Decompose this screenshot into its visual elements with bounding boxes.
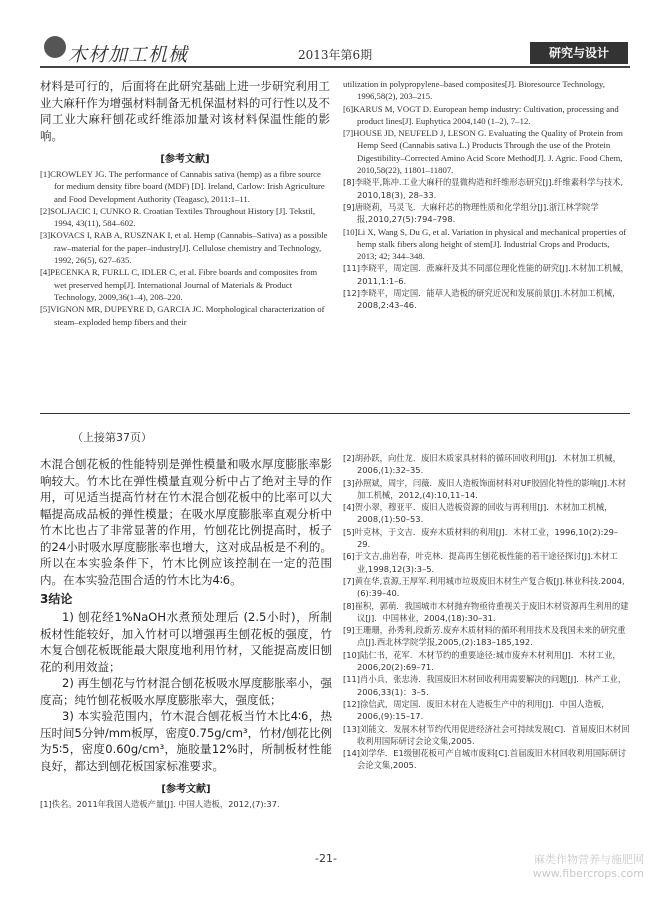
article-divider	[40, 413, 630, 414]
conclusion-item: 3) 本实验范围内，竹木混合刨花板当竹木比4∶6，热压时间5分钟/mm板厚，密度0.75g/cm³，竹材/刨花比例为5∶5，密度0.60g/cm³，施胶量12%时，所制板材性能良好，都达到刨花板国家标准要求。	[40, 709, 332, 773]
journal-logo-icon	[44, 36, 66, 58]
reference-item: [11]李晓平，周定国．蔗麻秆及其不同部位理化性能的研究[J].木材加工机械，2011,1:1–6.	[343, 263, 629, 286]
reference-item: [12]徐信武，周定国．废旧木材在人造板生产中的利用[J]．中国人造板，2006,(9):15–17.	[343, 698, 610, 722]
reference-item: [4]PECENKA R, FURLL C, IDLER C, et al. Fibre boards and composites from wet preserved hemp[J]. International Journal of Materials & Product Technology, 2009,36(1–4), 208–220.	[40, 267, 318, 302]
section-badge: 研究与设计	[530, 42, 628, 64]
reference-item: [2]SOLJACIC I, CUNKO R. Croatian Textiles Throughout History [J]. Tekstil, 1994, 43(11), 584–602.	[40, 205, 316, 229]
section-heading: 3结论	[40, 592, 73, 606]
reference-item: [11]肖小兵，张忠涛．我国废旧木材回收利用需要解决的问题[J]．林产工业，2006,33(1)：3–5.	[343, 674, 627, 697]
page-number: -21-	[315, 852, 337, 865]
bottom-left-column	[40, 456, 332, 810]
body-paragraph: 材料是可行的，后面将在此研究基础上进一步研究利用工业大麻秆作为增强材料制备无机保温材料的可行性以及不同工业大麻秆刨花或纤维添加量对该材料保温性能的影响。	[40, 79, 330, 143]
conclusion-item: 2) 再生刨花与竹材混合刨花板吸水厚度膨胀率小，强度高；纯竹刨花板吸水厚度膨胀率大，强度低；	[40, 676, 332, 707]
reference-item: [4]贺小翠，穆亚平．废旧人造板资源的回收与再利用[J]．木材加工机械，2008,(1):50–53.	[343, 502, 613, 525]
reference-item: [5]VIGNON MR, DUPEYRE D, GARCIA JC. Morphological characterization of steam–exploded hemp fibers and their	[40, 304, 325, 327]
watermark-line: 麻类作物营养与施肥网	[534, 853, 644, 866]
body-paragraph: 木混合刨花板的性能特别是弹性模量和吸水厚度膨胀率影响较大。竹木比在弹性模量直观分析中占了绝对主导的作用，可见适当提高竹材在竹木混合刨花板中的比率可以大幅提高成品板的弹性模量；在吸水厚度膨胀率直观分析中竹木比也占了非常显著的作用，竹刨花比例提高时，板子的24小时吸水厚度膨胀率也增大，这对成品板是不利的。所以在本实验条件下，竹木比例应该控制在一定的范围内。在本实验范围合适的竹木比为4∶6。	[40, 457, 332, 587]
watermark	[533, 853, 644, 881]
reference-item: [3]孙照斌，周宇，闫薇．废旧人造板饰面材料对UF胶固化特性的影响[J].木材加工机械，2012,(4):10,11–14.	[343, 477, 627, 500]
reference-item: [6]于文吉,曲岩春，叶克林．提高再生刨花板性能的若干途径探讨[J].木材工业,1998,12(3):3–5.	[343, 551, 618, 574]
reference-item: [12]李晓平，周定国．能草人造板的研究近况和发展前景[J].木材加工机械，2008,2:43–46.	[343, 288, 621, 311]
reference-item: [14]刘学华．E1级刨花板可产自城市废料[C].首届废旧木材回收利用国际研讨会论文集,2005.	[343, 748, 627, 771]
reference-item: [2]胡孙跃，向仕龙．废旧木质家具材料的循环回收利用[J]．木材加工机械，2006,(1):32–35.	[343, 453, 621, 476]
bottom-right-column	[343, 452, 630, 772]
reference-item: utilization in polypropylene–based composites[J]. Bioresource Technology, 1996,58(2), 203–215.	[343, 79, 605, 102]
references-heading: [参考文献]	[161, 784, 211, 795]
reference-item: [9]唐晓莉，马灵飞．大麻秆芯的物理性质和化学组分[J].浙江林学院学报,2010,27(5):794–798.	[343, 201, 599, 225]
reference-item: [7]黄在华,袁源,王厚军.利用城市垃圾废旧木材生产复合板[J].林业科技.2004,(6):39–40.	[343, 575, 625, 599]
reference-item: [1]佚名。2011年我国人造板产量[J]. 中国人造板，2012,(7):37.	[40, 799, 280, 809]
reference-item: [9]王珊珊，孙秀利,段新芳.废弃木质材料的循环利用技术及我国未来的研究重点[J].西北林学院学报,2005,(2):183–185,192.	[343, 625, 626, 648]
reference-item: [10]Li X, Wang S, Du G, et al. Variation in physical and mechanical properties of hemp stalk fibers along height of stem[J]. Industrial Crops and Products, 2013; 42; 344–348.	[343, 226, 627, 262]
references-heading: [参考文献]	[160, 154, 210, 165]
reference-item: [5]叶克林，于文吉．废弃木质材料的利用[J]．木材工业，1996,10(2):29–29.	[343, 526, 619, 550]
conclusion-item: 1) 刨花经1%NaOH水煮预处理后 (2.5小时)，所制板材性能较好，加入竹材可以增强再生刨花板的强度，竹木复合刨花板既能最大限度地利用竹材，又能提高废旧刨花的利用效益；	[40, 610, 332, 674]
reference-item: [6]KARUS M, VOGT D. European hemp industry: Cultivation, processing and product lines[J]. Euphytica 2004,140 (1–2), 7–12.	[343, 103, 619, 126]
continued-label: （上接第37页）	[72, 431, 152, 444]
header-rule	[40, 66, 630, 68]
reference-item: [8]崔积，郭萌．我国城市木材抛弃物亟待重视关于废旧木材资源再生利用的建议[J]．中国林业，2004,(18):30–31.	[343, 600, 629, 623]
reference-item: [3]KOVACS I, RAB A, RUSZNAK I, et al. Hemp (Cannabis–Sativa) as a possible raw–material for the paper–industry[J]. Cellulose chemistry and Technology, 1992, 26(5), 627–635.	[40, 230, 328, 266]
top-right-column	[343, 78, 630, 312]
reference-item: [8]李晓平,陈冲.工业大麻秆的显微构造和纤维形态研究[J].纤维素科学与技术, 2010,18(3), 28–33.	[343, 177, 624, 200]
reference-item: [1]CROWLEY JG. The performance of Cannabis sativa (hemp) as a fibre source for medium density fibre board (MDF) [D]. Ireland, Carlow: Irish Agriculture and Food Development Authority (Teagasc), 2011:1–11.	[40, 169, 325, 204]
watermark-line: www.fibercrops.com	[532, 867, 644, 880]
reference-item: [13]刘能文．发展木材节约代用促进经济社会可持续发展[C]．首届废旧木材回收利用国际研讨会论文集,2005.	[343, 723, 630, 746]
top-left-column	[40, 78, 330, 328]
journal-logo-text: 木材加工机械	[68, 44, 189, 66]
reference-list	[40, 168, 330, 328]
issue-label: 2013年第6期	[298, 48, 373, 62]
reference-item: [10]陆仁书，花军．木材节约的重要途径:城市废弃木材利用[J]．木材工业，2006,20(2):69–71.	[343, 649, 621, 673]
reference-item: [7]HOUSE JD, NEUFELD J, LESON G. Evaluating the Quality of Protein from Hemp Seed (Cannabis sativa L.) Products Through the use of the Protein Digestibility–Corrected Amino Acid Score Method[J]. J. Agric. Food Chem, 2010,58(22), 11801–11807.	[343, 128, 623, 176]
